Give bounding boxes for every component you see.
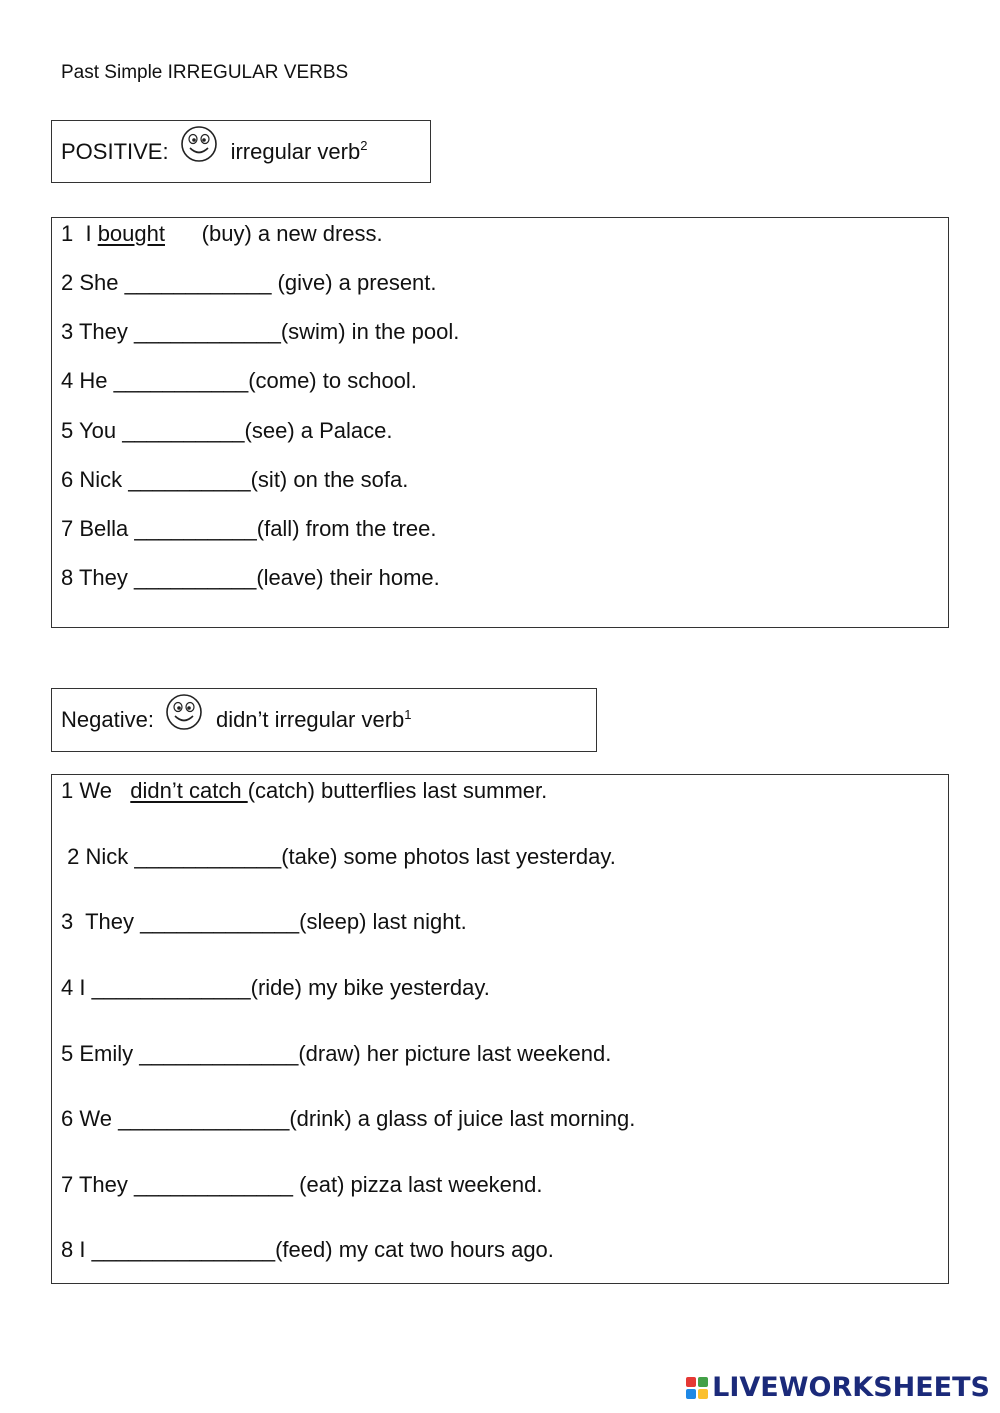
negative-exercise-box (51, 774, 949, 1284)
answer-blank[interactable]: ______________ (118, 1106, 290, 1131)
answer-blank[interactable]: ___________ (113, 368, 249, 393)
answer-blank[interactable]: _____________ (140, 909, 300, 934)
positive-item-1: 1 I bought (buy) a new dress. (61, 221, 383, 246)
answer-example: didn’t catch (130, 778, 248, 803)
positive-item-4: 4 He ___________(come) to school. (61, 368, 417, 393)
icon-tile (686, 1389, 696, 1399)
positive-item-6: 6 Nick __________(sit) on the sofa. (61, 467, 409, 492)
answer-blank[interactable]: _______________ (91, 1237, 276, 1262)
positive-item-7: 7 Bella __________(fall) from the tree. (61, 516, 437, 541)
negative-item-6: 6 We ______________(drink) a glass of juice last morning. (61, 1106, 636, 1131)
answer-blank[interactable]: _____________ (91, 975, 251, 1000)
answer-blank[interactable]: __________ (133, 565, 257, 590)
positive-rule-text: irregular verb (230, 138, 361, 164)
worksheet-title: Past Simple IRREGULAR VERBS (61, 62, 349, 83)
answer-blank[interactable]: __________ (122, 418, 245, 443)
icon-tile (698, 1377, 708, 1387)
answer-blank[interactable]: ____________ (134, 844, 282, 869)
icon-tile (698, 1389, 708, 1399)
negative-label: Negative: (61, 707, 154, 732)
negative-superscript: 1 (404, 706, 412, 722)
negative-item-8: 8 I _______________(feed) my cat two hours ago. (61, 1237, 554, 1262)
liveworksheets-logo[interactable] (686, 1372, 990, 1403)
positive-rule-box (51, 120, 431, 183)
answer-example: bought (97, 221, 165, 246)
negative-item-2: 2 Nick ____________(take) some photos last yesterday. (61, 844, 616, 869)
negative-item-4: 4 I _____________(ride) my bike yesterday. (61, 975, 490, 1000)
negative-rule-text: didn’t irregular verb (215, 707, 405, 732)
answer-blank[interactable]: _____________ (133, 1172, 294, 1197)
negative-item-3: 3 They _____________(sleep) last night. (61, 909, 467, 934)
positive-item-2: 2 She ____________ (give) a present. (61, 270, 437, 295)
brand-name: LIVEWORKSHEETS (712, 1372, 990, 1403)
answer-blank[interactable]: _____________ (139, 1041, 299, 1066)
smiley-face-icon (179, 124, 219, 164)
answer-blank[interactable]: ____________ (133, 319, 281, 344)
answer-blank[interactable]: ____________ (124, 270, 272, 295)
answer-blank[interactable]: __________ (134, 516, 257, 541)
answer-blank[interactable]: __________ (128, 467, 251, 492)
positive-item-8: 8 They __________(leave) their home. (61, 565, 440, 590)
negative-rule-box (51, 688, 597, 752)
negative-item-1: 1 We didn’t catch (catch) butterflies last summer. (61, 778, 548, 803)
positive-item-5: 5 You __________(see) a Palace. (61, 418, 393, 443)
icon-tile (686, 1377, 696, 1387)
positive-label: POSITIVE: (61, 138, 169, 164)
positive-item-3: 3 They ____________(swim) in the pool. (61, 319, 460, 344)
negative-item-5: 5 Emily _____________(draw) her picture last weekend. (61, 1041, 612, 1066)
liveworksheets-icon (686, 1377, 708, 1399)
negative-item-7: 7 They _____________ (eat) pizza last weekend. (61, 1172, 543, 1197)
positive-exercise-box (51, 217, 949, 628)
positive-superscript: 2 (360, 138, 368, 153)
smiley-face-icon (164, 692, 204, 732)
